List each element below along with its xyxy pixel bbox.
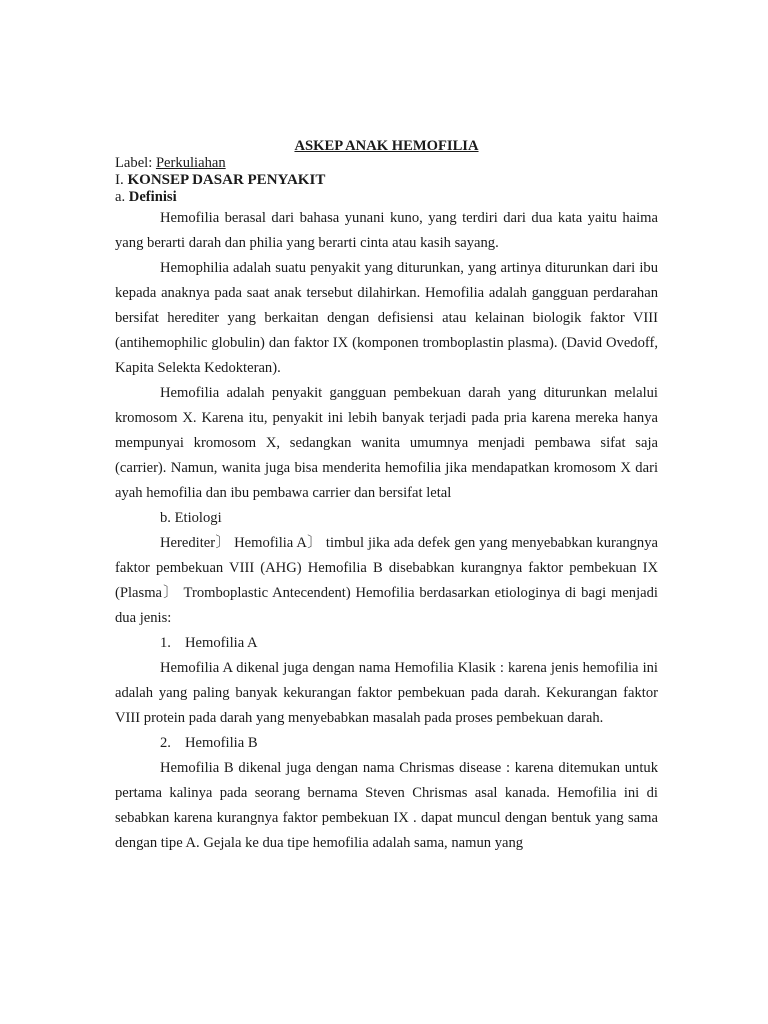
label-prefix: Label: <box>115 155 156 171</box>
subsection-a-title: Definisi <box>128 189 177 205</box>
paragraph-6: Hemofilia B dikenal juga dengan nama Chrismas disease : karena ditemukan untuk pertama kalinya pada seorang bernama Steven Chrismas asal kanada. Hemofilia ini di sebabkan karena kurangnya faktor pembekuan IX . dapat muncul dengan bentuk yang sama dengan tipe A. Gejala ke dua tipe hemofilia adalah sama, namun yang <box>115 760 658 851</box>
subsection-a-heading <box>115 189 658 206</box>
paragraph-2: Hemophilia adalah suatu penyakit yang diturunkan, yang artinya diturunkan dari ibu kepada anaknya pada saat anak tersebut dilahirkan. Hemofilia adalah gangguan perdarahan bersifat herediter yang berkaitan dengan defisiensi atau kelainan biologik faktor VIII (antihemophilic globulin) dan faktor IX (komponen tromboplastin plasma). (David Ovedoff, Kapita Selekta Kedokteran). <box>115 260 658 376</box>
paragraph-4: Herediter〕 Hemofilia A〕 timbul jika ada defek gen yang menyebabkan kurangnya faktor pembekuan VIII (AHG) Hemofilia B disebabkan kurangnya faktor pembekuan IX (Plasma〕 Tromboplastic Antecendent) Hemofilia berdasarkan etiologinya di bagi menjadi dua jenis: <box>115 535 658 626</box>
document-body <box>115 138 658 856</box>
section-number: I. <box>115 172 128 188</box>
list-item-2 <box>115 731 658 756</box>
list-item-2-number: 2. <box>160 735 171 751</box>
paragraph-1: Hemofilia berasal dari bahasa yunani kuno, yang terdiri dari dua kata yaitu haima yang berarti darah dan philia yang berarti cinta atau kasih sayang. <box>115 210 658 251</box>
paragraph-3: Hemofilia adalah penyakit gangguan pembekuan darah yang diturunkan melalui kromosom X. Karena itu, penyakit ini lebih banyak terjadi pada pria karena mereka hanya mempunyai kromosom X, sedangkan wanita umumnya menjadi pembawa sifat saja (carrier). Namun, wanita juga bisa menderita hemofilia jika mendapatkan kromosom X dari ayah hemofilia dan ibu pembawa carrier dan bersifat letal <box>115 385 658 501</box>
subsection-a-prefix: a. <box>115 189 129 205</box>
paragraph-5: Hemofilia A dikenal juga dengan nama Hemofilia Klasik : karena jenis hemofilia ini adalah yang paling banyak kekurangan faktor pembekuan pada darah. Kekurangan faktor VIII protein pada darah yang menyebabkan masalah pada proses pembekuan darah. <box>115 660 658 726</box>
list-item-2-label: Hemofilia B <box>185 735 258 751</box>
list-item-1-number: 1. <box>160 635 171 651</box>
section-heading <box>115 172 658 189</box>
list-item-1-label: Hemofilia A <box>185 635 258 651</box>
list-item-1 <box>115 631 658 656</box>
section-title: KONSEP DASAR PENYAKIT <box>127 172 326 188</box>
document-title: ASKEP ANAK HEMOFILIA <box>294 138 479 154</box>
label-line <box>115 155 658 172</box>
subsection-b-heading: b. Etiologi <box>160 510 222 526</box>
label-link[interactable]: Perkuliahan <box>155 155 226 171</box>
